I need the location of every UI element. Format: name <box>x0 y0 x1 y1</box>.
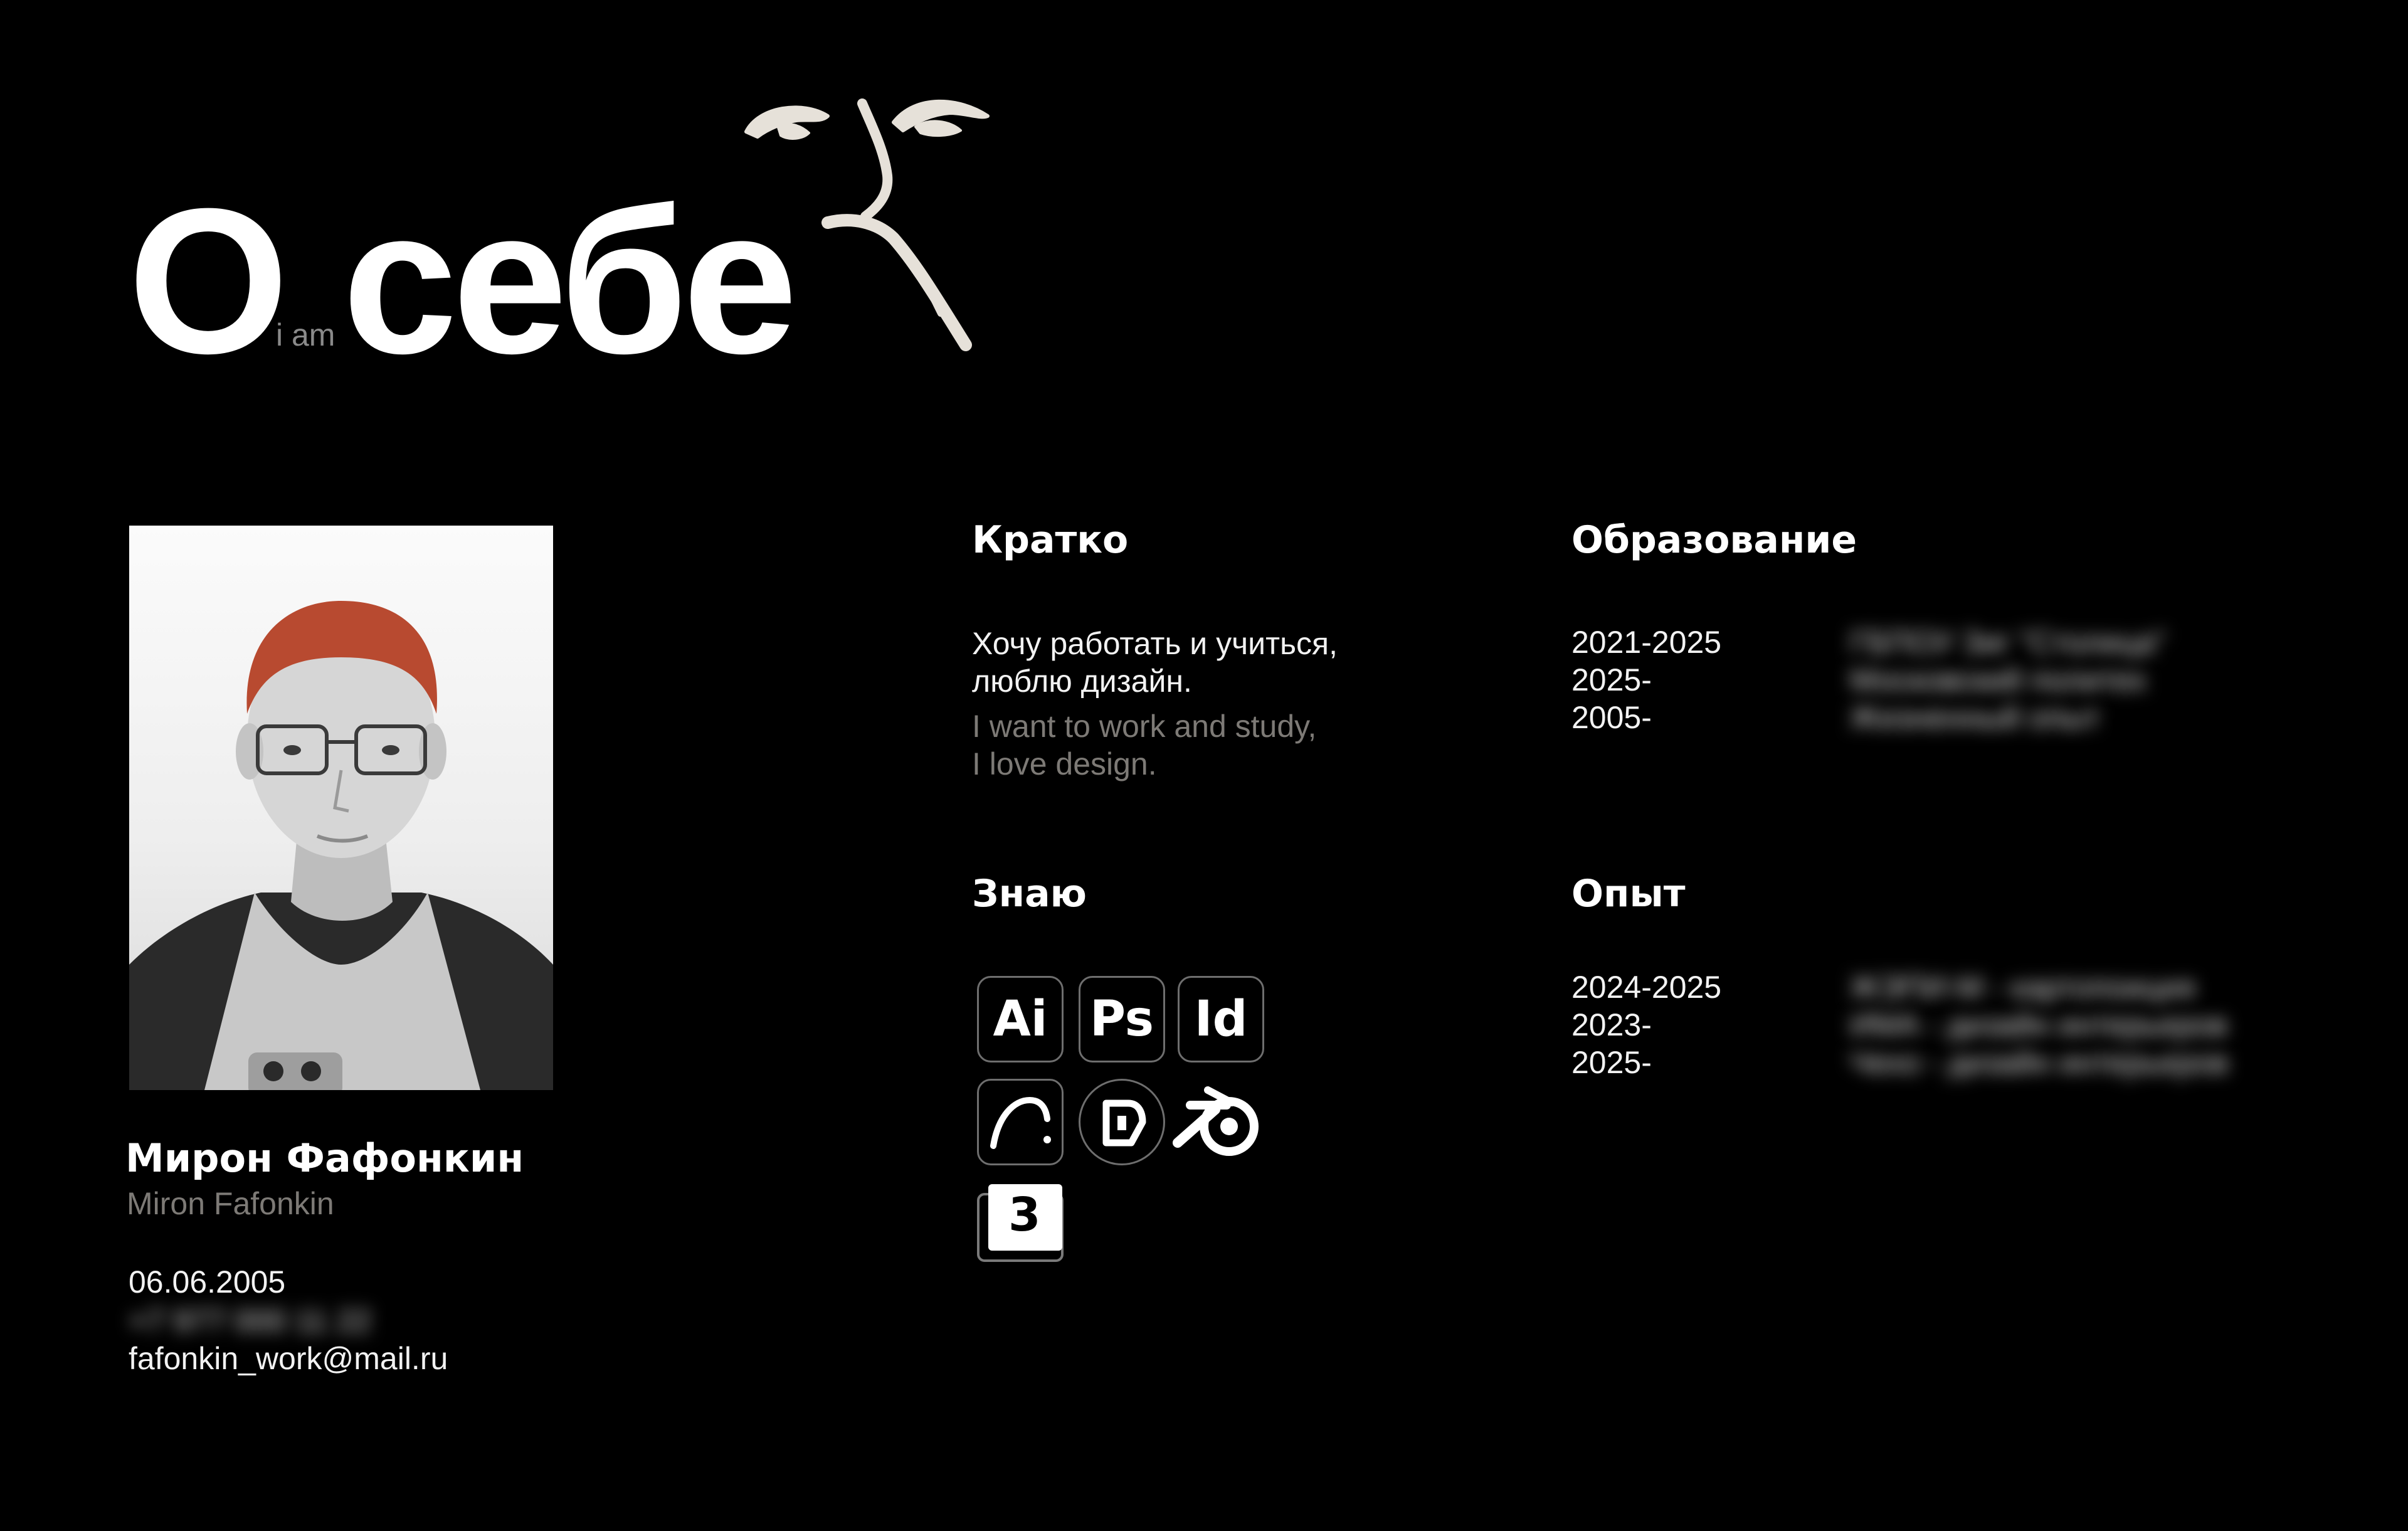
experience-years-3: 2025- <box>1571 1045 1652 1080</box>
photoshop-label: Ps <box>1089 991 1154 1047</box>
photoshop-icon <box>1079 976 1165 1062</box>
about-heading: Кратко <box>972 518 1129 562</box>
blender-glyph <box>1171 1081 1265 1163</box>
birthdate: 06.06.2005 <box>129 1264 286 1300</box>
title-word-o: О <box>128 165 284 396</box>
education-years-2: 2025- <box>1571 662 1652 697</box>
face-sketch-icon <box>734 88 997 351</box>
education-heading: Образование <box>1571 518 1857 562</box>
about-text-ru-1: Хочу работать и учиться, <box>972 626 1338 661</box>
phone-redacted: +7 977 000 11 22 <box>129 1303 371 1338</box>
education-place-1: ГБПОУ Зиг "Столица" <box>1850 625 2166 660</box>
indesign-label: Id <box>1194 991 1248 1047</box>
name-russian: Мирон Фафонкин <box>125 1135 524 1181</box>
d5-render-glyph <box>1094 1094 1150 1150</box>
education-years-3: 2005- <box>1571 700 1652 735</box>
3ds-max-label: 3 <box>1008 1188 1041 1242</box>
portrait-illustration <box>129 526 553 1090</box>
email-link[interactable]: fafonkin_work@mail.ru <box>129 1341 448 1376</box>
experience-years-1: 2024-2025 <box>1571 970 1722 1005</box>
bezier-curve-glyph <box>986 1091 1055 1153</box>
education-place-2: Московский политех <box>1850 662 2147 697</box>
title-word-sebe: себе <box>342 165 793 396</box>
illustrator-icon <box>977 976 1064 1062</box>
experience-years-2: 2023- <box>1571 1007 1652 1042</box>
about-text-ru-2: люблю дизайн. <box>972 664 1192 699</box>
about-text-en-1: I want to work and study, <box>972 709 1317 744</box>
experience-place-3: Чехо - дизайн интерьеров <box>1850 1045 2229 1080</box>
d5-render-icon <box>1079 1079 1165 1165</box>
illustrator-label: Ai <box>993 991 1048 1047</box>
education-place-3: Жизненный опыт <box>1850 700 2101 735</box>
experience-place-2: ИМА - дизайн интерьеров <box>1850 1007 2228 1042</box>
about-text-en-2: I love design. <box>972 746 1157 781</box>
skills-heading: Знаю <box>972 872 1087 916</box>
profile-photo <box>129 526 553 1090</box>
blender-icon <box>1171 1081 1265 1163</box>
name-english: Miron Fafonkin <box>127 1186 334 1221</box>
bezier-curve-icon <box>977 1079 1064 1165</box>
title-subtitle: i am <box>276 317 335 352</box>
experience-heading: Опыт <box>1571 872 1686 916</box>
3ds-max-icon <box>976 1182 1066 1263</box>
experience-place-1: ЖЭПИ-М - картопоиция <box>1850 970 2195 1005</box>
indesign-icon <box>1178 976 1264 1062</box>
education-years-1: 2021-2025 <box>1571 625 1722 660</box>
